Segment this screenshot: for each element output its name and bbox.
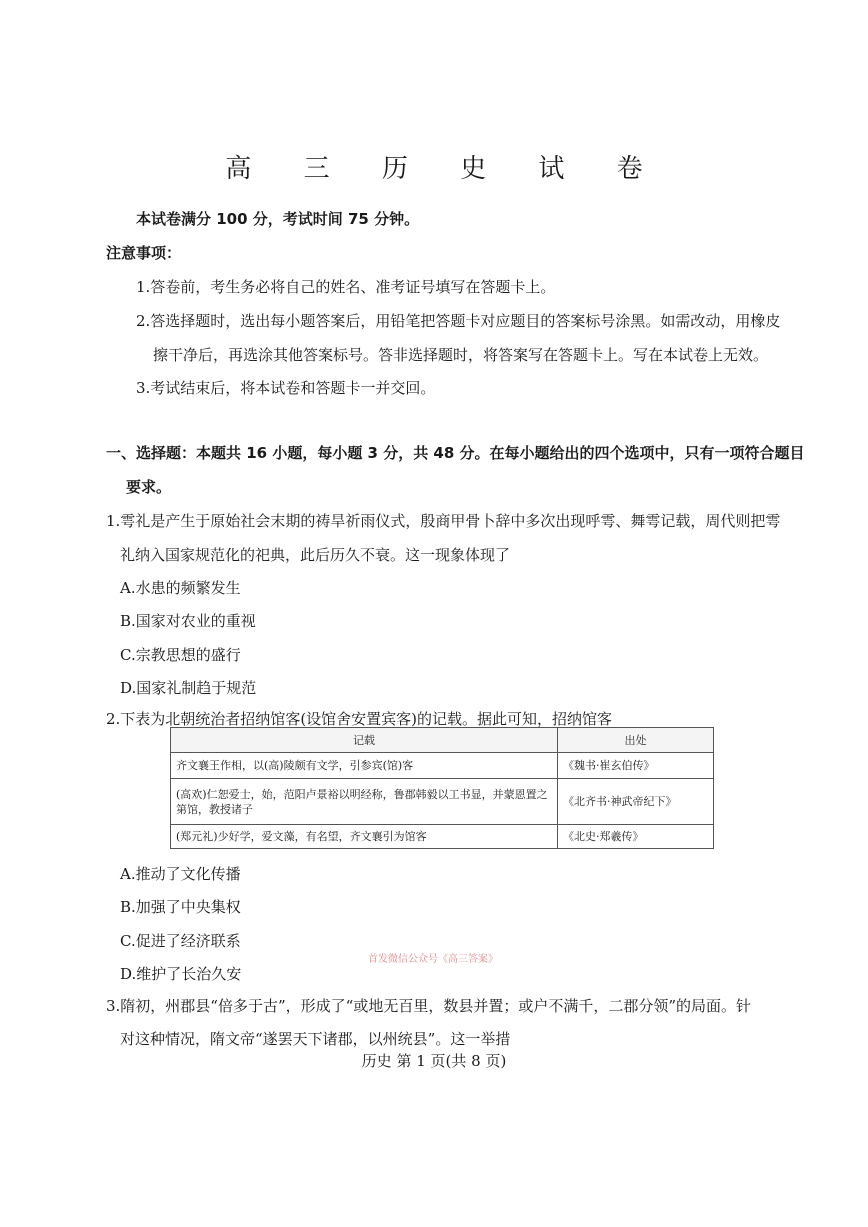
question-1-stem-cont: 礼纳入国家规范化的祀典，此后历久不衰。这一现象体现了	[120, 546, 511, 564]
q2-option-a: A.推动了文化传播	[120, 865, 241, 883]
question-3-stem-cont: 对这种情况，隋文帝“遂罢天下诸郡，以州统县”。这一举措	[120, 1030, 511, 1048]
table-cell-record: (郑元礼)少好学，爱文藻，有名望，齐文襄引为馆客	[171, 825, 558, 849]
page-footer: 历史 第 1 页(共 8 页)	[361, 1052, 507, 1070]
table-cell-source: 《魏书·崔玄伯传》	[558, 753, 714, 779]
question-1-stem: 1.雩礼是产生于原始社会末期的祷旱祈雨仪式，殷商甲骨卜辞中多次出现呼雩、舞雩记载，周代则把雩	[106, 512, 781, 530]
table-cell-record: 齐文襄王作相，以(高)陵颇有文学，引参宾(馆)客	[171, 753, 558, 779]
notice-heading: 注意事项：	[106, 244, 182, 262]
q1-option-b: B.国家对农业的重视	[120, 612, 256, 630]
records-table	[170, 727, 714, 849]
notice-item-1: 1.答卷前，考生务必将自己的姓名、准考证号填写在答题卡上。	[136, 278, 556, 296]
page-title: 高 三 历 史 试 卷	[225, 154, 665, 184]
section-heading-cont: 要求。	[126, 478, 172, 496]
q2-option-d: D.维护了长治久安	[120, 965, 242, 983]
notice-item-2: 2.答选择题时，选出每小题答案后，用铅笔把答题卡对应题目的答案标号涂黑。如需改动，用橡皮	[136, 312, 781, 330]
exam-intro: 本试卷满分 100 分，考试时间 75 分钟。	[136, 210, 420, 228]
section-heading: 一、选择题：本题共 16 小题，每小题 3 分，共 48 分。在每小题给出的四个选项中，只有一项符合题目	[106, 444, 805, 462]
q2-option-b: B.加强了中央集权	[120, 898, 241, 916]
q1-option-d: D.国家礼制趋于规范	[120, 679, 257, 697]
table-cell-source: 《北史·郑羲传》	[558, 825, 714, 849]
table-cell-source: 《北齐书·神武帝纪下》	[558, 779, 714, 825]
table-header-row	[171, 728, 714, 753]
notice-item-2-cont: 擦干净后，再选涂其他答案标号。答非选择题时，将答案写在答题卡上。写在本试卷上无效。	[153, 346, 769, 364]
question-3-stem: 3.隋初，州郡县“倍多于古”，形成了“或地无百里，数县并置；或户不满千，二郡分领”的局面。针	[106, 997, 751, 1015]
watermark-text: 首发微信公众号《高三答案》	[368, 954, 498, 965]
table-row	[171, 779, 714, 825]
table-cell-record: (高欢)仁恕爱士，始，范阳卢景裕以明经称，鲁郡韩毅以工书显，并蒙恩置之第馆，教授诸子	[171, 779, 558, 825]
question-2-stem: 2.下表为北朝统治者招纳馆客(设馆舍安置宾客)的记载。据此可知，招纳馆客	[106, 710, 613, 728]
q2-option-c: C.促进了经济联系	[120, 932, 241, 950]
q1-option-a: A.水患的频繁发生	[120, 579, 241, 597]
q1-option-c: C.宗教思想的盛行	[120, 646, 241, 664]
table-header-source: 出处	[558, 728, 714, 753]
table-header-record: 记载	[171, 728, 558, 753]
table-row	[171, 753, 714, 779]
table-row	[171, 825, 714, 849]
notice-item-3: 3.考试结束后，将本试卷和答题卡一并交回。	[136, 379, 436, 397]
